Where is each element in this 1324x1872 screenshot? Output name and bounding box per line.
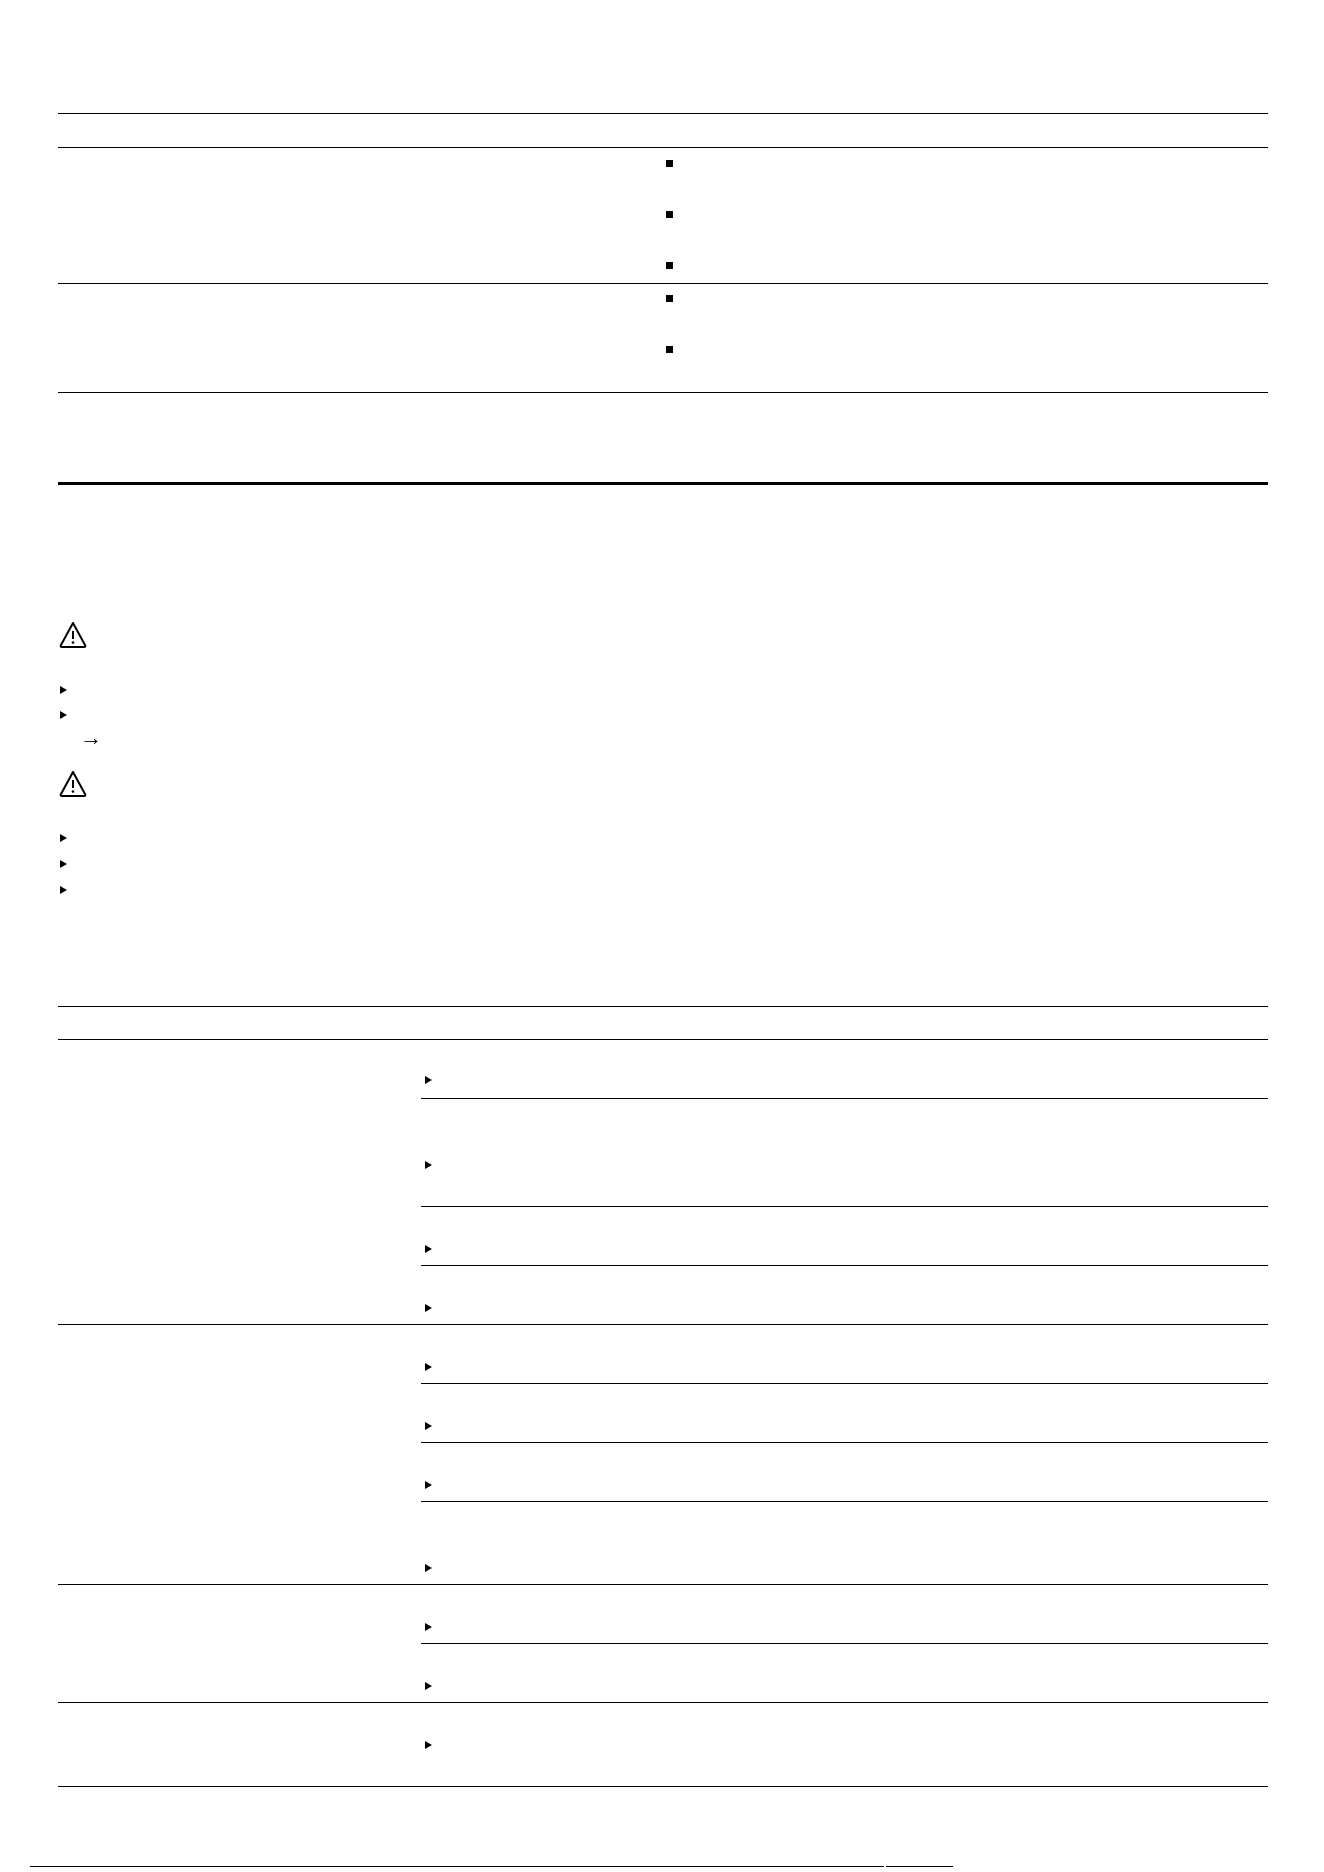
table-row-rule <box>421 1206 1268 1207</box>
result-arrow-icon: → <box>80 725 102 750</box>
arrow-bullet-icon <box>425 1161 432 1169</box>
footer-rule <box>30 1866 884 1867</box>
warning-icon <box>58 620 88 650</box>
table-group-rule <box>58 1702 1268 1703</box>
square-bullet-icon <box>666 295 673 302</box>
table-row-rule <box>421 1383 1268 1384</box>
arrow-bullet-icon <box>425 1245 432 1253</box>
table-row-rule <box>421 1098 1268 1099</box>
arrow-bullet-icon <box>60 886 67 894</box>
top-table-row-rule-1 <box>58 147 1268 148</box>
table-row-rule <box>421 1501 1268 1502</box>
arrow-bullet-icon <box>425 1564 432 1572</box>
arrow-bullet-icon <box>425 1741 432 1749</box>
square-bullet-icon <box>666 262 673 269</box>
arrow-bullet-icon <box>425 1481 432 1489</box>
arrow-bullet-icon <box>425 1422 432 1430</box>
table-row-rule <box>421 1442 1268 1443</box>
arrow-bullet-icon <box>60 834 67 842</box>
arrow-bullet-icon <box>60 711 67 719</box>
arrow-bullet-icon <box>425 1623 432 1631</box>
table-group-rule <box>58 1584 1268 1585</box>
square-bullet-icon <box>666 346 673 353</box>
arrow-bullet-icon <box>425 1304 432 1312</box>
table-bottom-rule <box>58 1786 1268 1787</box>
table-group-rule <box>58 1324 1268 1325</box>
top-table-header-rule <box>58 113 1268 114</box>
table-header-bottom-rule <box>58 1039 1268 1040</box>
footer-rule-segment <box>886 1866 953 1867</box>
top-table-row-rule-3 <box>58 392 1268 393</box>
top-table-bottom-rule <box>58 482 1268 485</box>
arrow-bullet-icon <box>60 686 67 694</box>
arrow-bullet-icon <box>425 1076 432 1084</box>
arrow-bullet-icon <box>425 1363 432 1371</box>
table-row-rule <box>421 1265 1268 1266</box>
table-row-rule <box>421 1643 1268 1644</box>
top-table-row-rule-2 <box>58 283 1268 284</box>
square-bullet-icon <box>666 211 673 218</box>
arrow-bullet-icon <box>60 860 67 868</box>
warning-icon <box>58 769 88 799</box>
table-header-top-rule <box>58 1006 1268 1007</box>
arrow-bullet-icon <box>425 1682 432 1690</box>
square-bullet-icon <box>666 160 673 167</box>
